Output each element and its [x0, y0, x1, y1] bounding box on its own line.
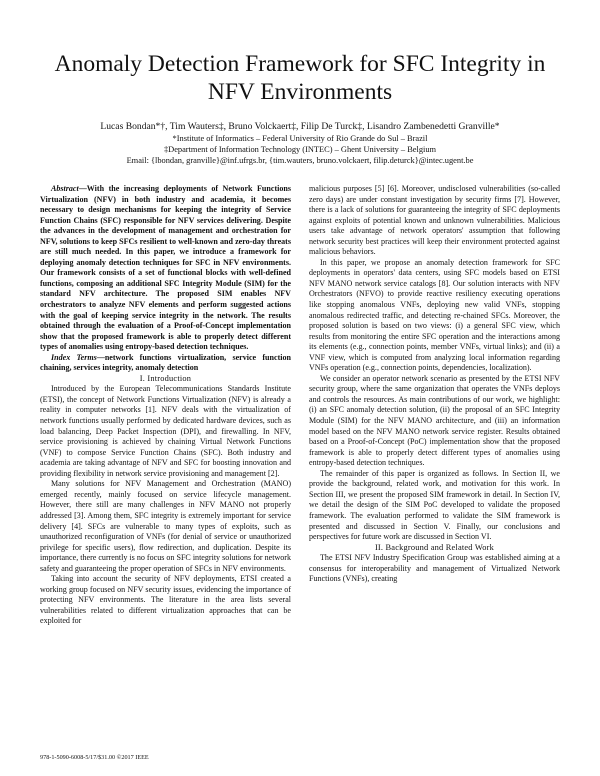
affiliation-1: *Institute of Informatics – Federal University of Rio Grande do Sul – Brazil — [172, 134, 428, 143]
paragraph: In this paper, we propose an anomaly detection framework for SFC deployments in operators' data centers, using SFC models based on ETSI NFV MANO network service catalogs [8]. Our solution interacts with NFV Orchestrators (NFVO) to provide reactive resiliency executing operations like stopping anomalous VNFs, deploying new valid VNFs, stopping anomalous redirected traffic, and detecting re-chained SFCs. Moreover, the proposed solution is based on two views: (i) a general SFC view, which results from monitoring the entire SFC operation and the interactions among its elements (e.g., connection points, member VNFs, virtual links); and (ii) a VNF view, which is computed from analyzing local information regarding VNFs operation (e.g., connection points, dependencies, localization). — [309, 257, 560, 373]
author-emails: Email: {lbondan, granville}@inf.ufrgs.br, {tim.wauters, bruno.volckaert, filip.deturck}@intec.ugent.be — [126, 156, 474, 165]
abstract-text: —With the increasing deployments of Network Functions Virtualization (NFV) in both industry and academia, it becomes necessary to design mechanisms for keeping the integrity of Service Function Chains (SFC) responsible for NFV services delivering. Despite the advances in the development of management and orchestration for NFV, solutions to keep SFCs resilient to well-known and zero-day threats are still much needed. In this paper, we introduce a framework for deploying anomaly detection techniques for SFC in NFV environments. Our framework consists of a set of functional blocks with well-defined functions, composing an additional SFC Integrity Module (SIM) for the standard NFV architecture. The proposed SIM enables NFV orchestrators to analyze NFV elements and perform suggested actions with the goal of keeping service integrity in the network. The results obtained through the evaluation of a Proof-of-Concept implementation show that the proposed framework is able to properly detect different types of anomalies using entropy-based detection techniques. — [40, 184, 291, 352]
index-terms-label: Index Terms — [51, 352, 97, 362]
section-heading-background: II. Background and Related Work — [374, 542, 495, 552]
paragraph: Many solutions for NFV Management and Orchestration (MANO) emerged recently, mainly focused on service lifecycle management. However, there still are many challenges in NFV MANO not properly addressed [3]. Among them, SFC integrity is extremely important for service delivery [4]. SFCs are vulnerable to many types of exploits, such as unauthorized reconfiguration of VNFs (for denial of service or unauthorized privilege for specific users), flow redirection, and duplication. Despite its importance, there currently is no focus on SFC integrity solutions for network safety and guaranteeing the proper operation of SFCs in NFV environments. — [40, 479, 291, 573]
paragraph: Taking into account the security of NFV deployments, ETSI created a working group focused on NFV security issues, evidencing the importance of protecting NFV environments. The literature in the area lists several vulnerabilities related to different virtualization approaches that can be exploited for — [40, 574, 291, 626]
abstract — [40, 184, 291, 353]
paragraph: The ETSI NFV Industry Specification Group was established aiming at a consensus for interoperability and management of Virtualized Network Functions (VNFs), creating — [309, 553, 560, 584]
paper-title: Anomaly Detection Framework for SFC Integrity in NFV Environments — [54, 51, 546, 105]
index-terms — [40, 353, 291, 374]
paragraph: malicious purposes [5] [6]. Moreover, undisclosed vulnerabilities (so-called zero days) are under constant investigation by security firms [7]. However, there is a lack of solutions for guaranteeing the integrity of SFC deployments against exploits of potential known and unknown vulnerabilities. Malicious users take advantage of network operators' assumption that following network security best practices will keep their environment protected against malicious behaviors. — [309, 184, 560, 257]
abstract-label: Abstract — [51, 184, 79, 193]
paragraph: We consider an operator network scenario as presented by the ETSI NFV security group, where the same organization that operates the VNFs deploys and controls the resources. As main contributions of our work, we highlight: (i) an SFC anomaly detection solution, (ii) the proposal of an SFC Integrity Module (SIM) for the NFV MANO architecture, and (iii) an information model based on the NFV MANO network service register. Results obtained based on a Proof-of-Concept (PoC) implementation show that the proposed framework is able to properly detect different types of anomalies using entropy-based detection techniques. — [309, 373, 560, 468]
left-column — [40, 184, 291, 627]
right-column — [309, 184, 560, 585]
paragraph: Introduced by the European Telecommunications Standards Institute (ETSI), the concept of Network Functions Virtualization (NFV) is already a reality in computer networks [1]. NFV deals with the virtualization of network functions usually performed by dedicated hardware devices, such as load balancing, Deep Packet Inspection (DPI), and firewalling. In NFV, service provisioning is achieved by chaining Virtual Network Functions (VNF) to compose Service Function Chains (SFC). Both industry and academia are taking advantage of NFV and SFC for boosting innovation and providing flexibility in network service provisioning and management [2]. — [40, 384, 291, 478]
index-terms-text: —network functions virtualization, service function chaining, services integrity, anomaly detection — [40, 352, 291, 373]
author-list: Lucas Bondan*†, Tim Wauters‡, Bruno Volckaert‡, Filip De Turck‡, Lisandro Zambenedetti Granville* — [100, 121, 500, 132]
affiliation-2: ‡Department of Information Technology (INTEC) – Ghent University – Belgium — [163, 145, 437, 154]
paragraph: The remainder of this paper is organized as follows. In Section II, we provide the background, related work, and motivation for this work. In Section III, we present the proposed SIM framework in detail. In Section IV, we detail the design of the SIM PoC developed to validate the proposed framework. The evaluation performed to validate the SIM framework is presented and discussed in Section V. Finally, our conclusions and perspectives for future work are discussed in Section VI. — [309, 468, 560, 542]
copyright-footer: 978-1-5090-6008-5/17/$31.00 ©2017 IEEE — [40, 754, 149, 761]
section-heading-introduction: I. Introduction — [139, 373, 192, 383]
